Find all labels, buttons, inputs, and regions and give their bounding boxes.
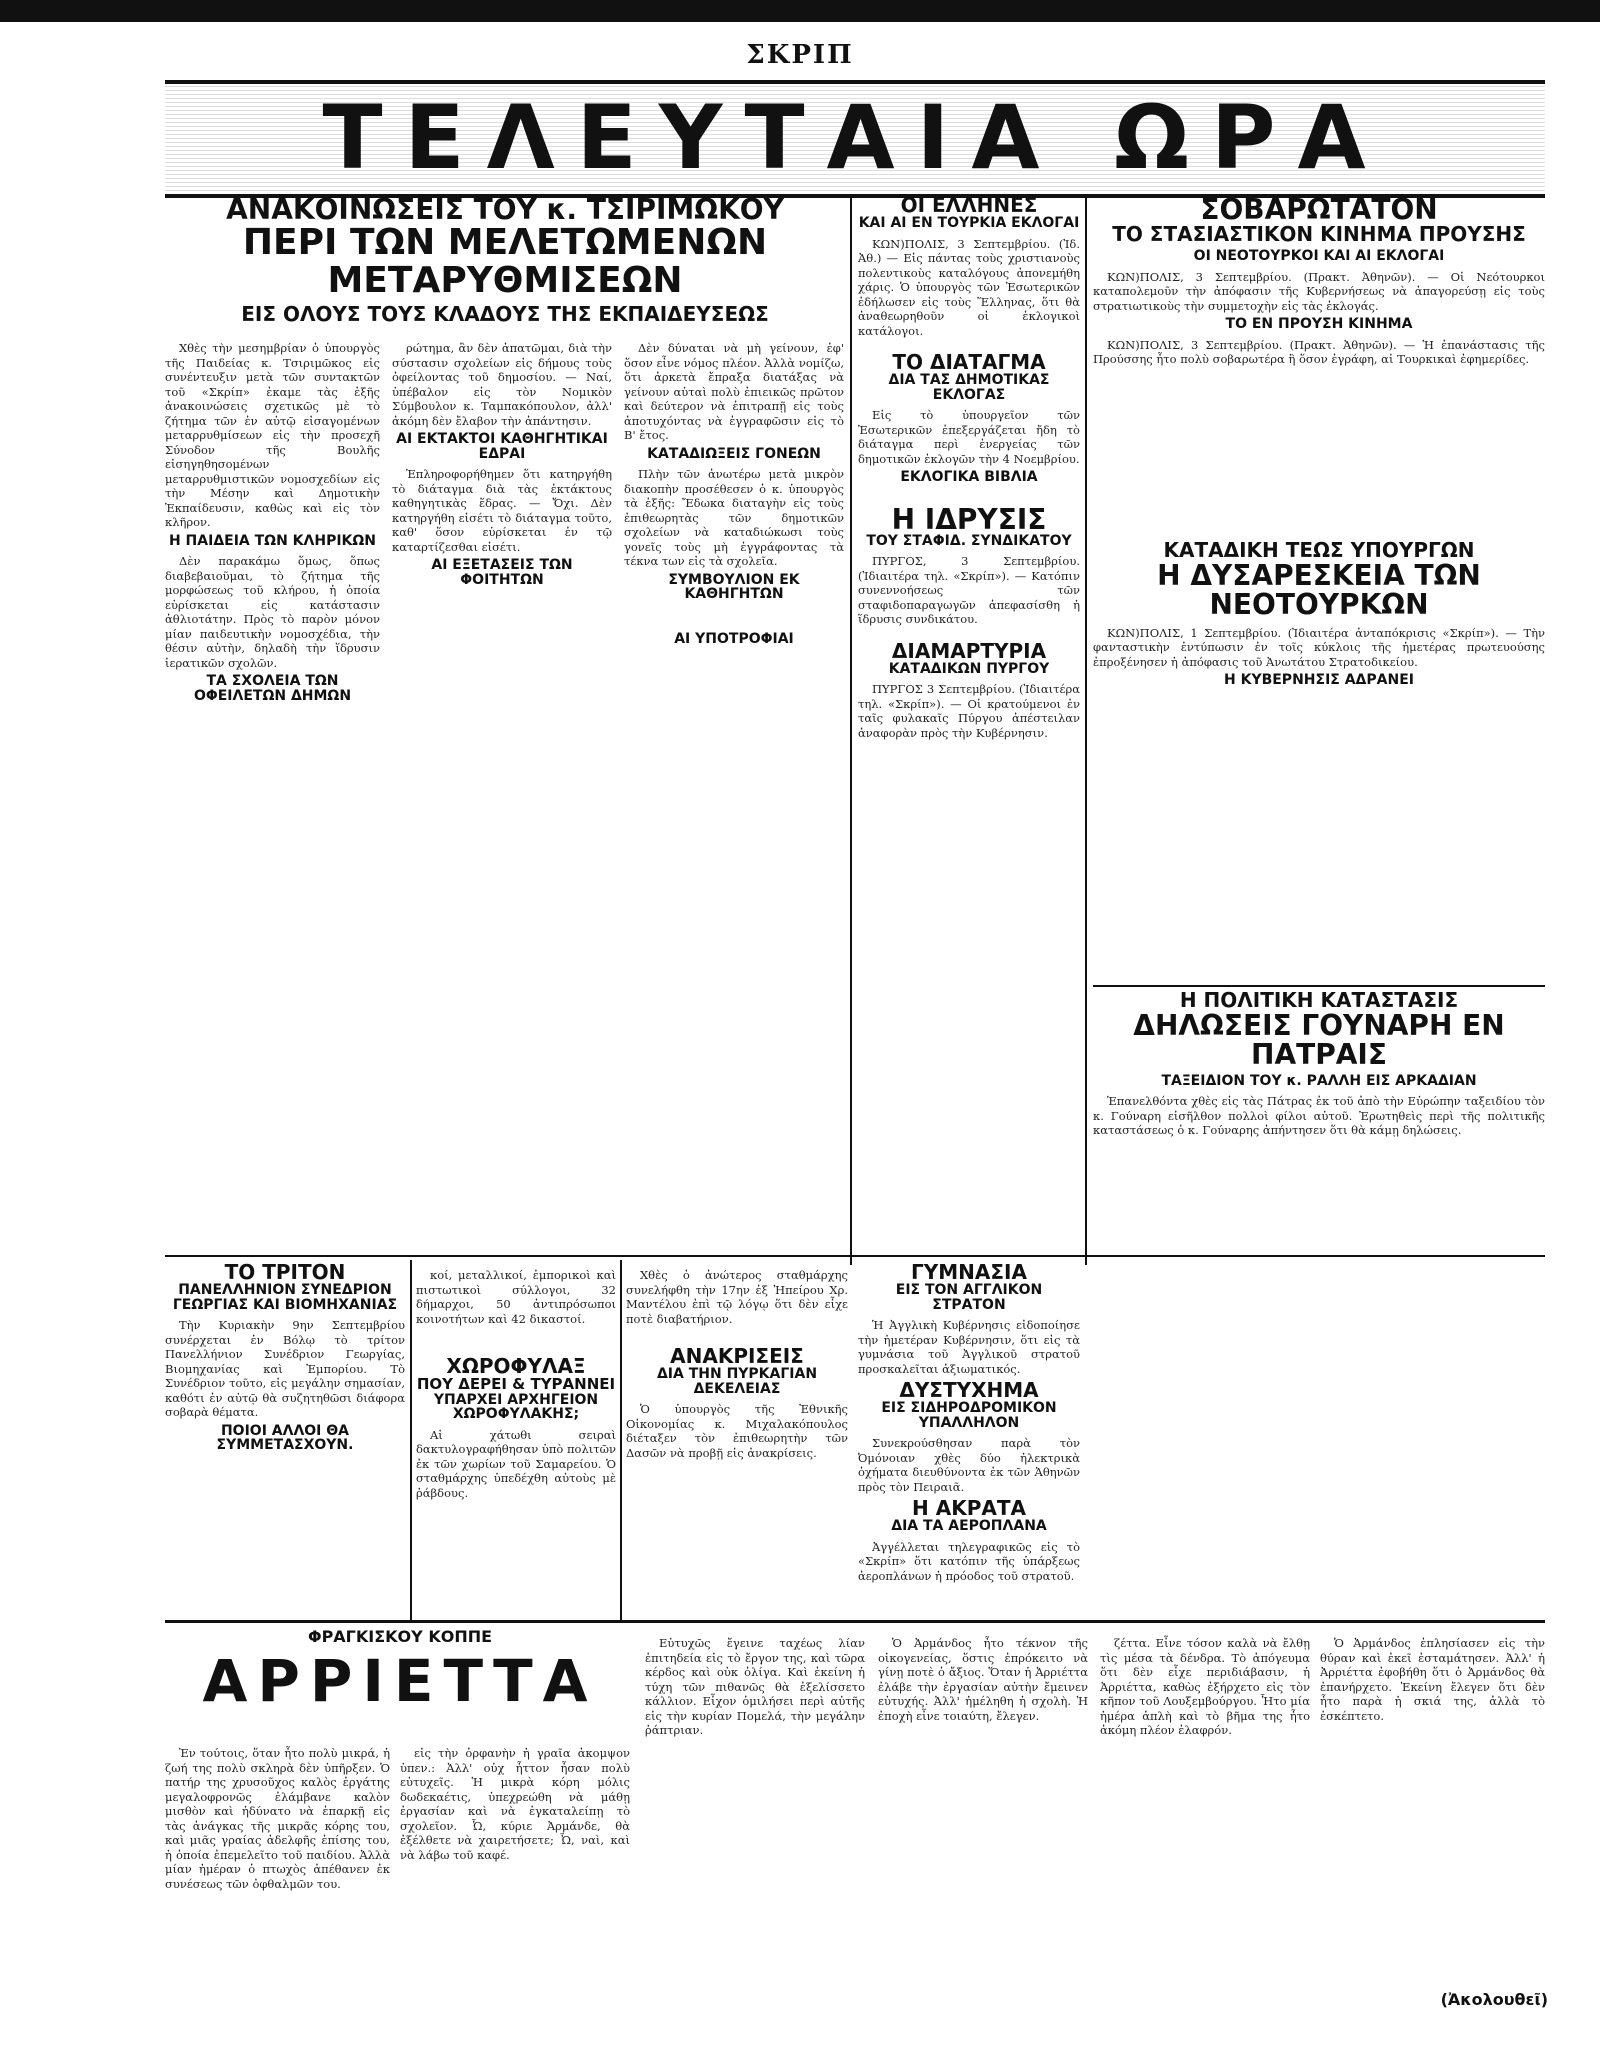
tsirimokos-col2-subhead-2: ΑΙ ΕΞΕΤΑΣΕΙΣ ΤΩΝ ΦΟΙΤΗΤΩΝ [431, 557, 573, 588]
politiki-deck: ΤΑΞΕΙΔΙΟΝ ΤΟΥ κ. ΡΑΛΛΗ ΕΙΣ ΑΡΚΑΔΙΑΝ [1161, 1072, 1477, 1089]
akrata-subtitle: ΔΙΑ ΤΑ ΑΕΡΟΠΛΑΝΑ [891, 1518, 1047, 1534]
synedrion-body-2: ΠΟΙΟΙ ΑΛΛΟΙ ΘΑ ΣΥΜΜΕΤΑΣΧΟΥΝ. [216, 1422, 354, 1453]
diamartyria-title: ΔΙΑΜΑΡΤΥΡΙΑ [891, 638, 1047, 663]
prousis-subhead: ΤΟ ΕΝ ΠΡΟΥΣΗ ΚΙΝΗΜΑ [1225, 316, 1413, 333]
arrietta-col2-text: εἰς τὴν ὀρφανὴν ἡ γραῖα ἀκομψον ὑπεν.: Ἀλλ' οὐχ ἧττον ἦσαν πολὺ εὐτυχεῖς. Ἡ μικρὰ κόρη μόλις δωδεκαέτις, ὑπεχρεώθη νὰ μάθῃ ἐργασίαν καὶ νὰ ἐγκαταλείπῃ τὸ σχολεῖον. Ὦ, κύριε Ἀρμάνδε, θὰ ἐξέλθετε νὰ χαιρετήσετε; Ὦ, ναὶ, καὶ νὰ λάβω τοῦ καφέ. [400, 1746, 630, 1862]
column-rule [1085, 195, 1087, 1265]
ellines-subtitle: ΚΑΙ ΑΙ ΕΝ ΤΟΥΡΚΙΑ ΕΚΛΟΓΑΙ [858, 215, 1080, 231]
idrysis-title: Η ΙΔΡΥΣΙΣ [891, 502, 1047, 536]
arrietta-col3-text: Εὐτυχῶς ἔγεινε ταχέως λίαν ἐπιτηδεία εἰς τὸ ἔργον της, καὶ τῶρα κέρδος καὶ οὐκ ὀλίγα. Καὶ ἐκείνη ἡ τύχη τῶν πιθανῶς θὰ ἐξελίσσετο κάλλιον. Εἶχον ὁμιλήσει περὶ αὐτῆς εἰς τὴν κυρίαν Πομελά, τὴν μεγάλην ῥάπτριαν. [645, 1636, 865, 1737]
tsirimokos-col3-text-b: Πλὴν τῶν ἀνωτέρω μετὰ μικρὸν διακοπὴν προσέθεσεν ὁ κ. ὑπουργὸς τὰ ἑξῆς: Ἔδωκα διαταγὴν εἰς τοὺς ἐπιθεωρητὰς τῶν δημοτικῶν σχολείων νὰ καταδιώκωσι τοὺς γονεῖς τοὺς μὴ ἐγγράφοντας τὰ τέκνα των εἰς τὰ σχολεῖα. [624, 467, 844, 568]
diamartyria-body: ΠΥΡΓΟΣ 3 Σεπτεμβρίου. (Ἰδιαιτέρα τηλ. «Σκρίπ»). — Οἱ κρατούμενοι ἐν ταῖς φυλακαῖς Πύργου ἀπέστειλαν ἀναφορὰν πρὸς τὴν Κυβέρνησιν. [858, 682, 1080, 740]
prousis-title: ΣΟΒΑΡΩΤΑΤΟΝ [1200, 195, 1438, 226]
arrietta-column-3 [645, 1630, 865, 2040]
tsirimokos-col1-subhead-2: ΤΑ ΣΧΟΛΕΙΑ ΤΩΝ ΟΦΕΙΛΕΤΩΝ ΔΗΜΩΝ [193, 673, 352, 704]
anakriseis-article [626, 1262, 848, 1617]
tsirimokos-headline-block [165, 195, 845, 325]
gymnasia-column [858, 1262, 1080, 1617]
horizontal-rule [1093, 985, 1545, 987]
tsirimokos-subtitle: ΠΕΡΙ ΤΩΝ ΜΕΛΕΤΩΜΕΝΩΝ ΜΕΤΑΡΥΘΜΙΣΕΩΝ [242, 222, 768, 302]
politiki-subtitle: ΔΗΛΩΣΕΙΣ ΓΟΥΝΑΡΗ ΕΝ ΠΑΤΡΑΙΣ [1133, 1009, 1505, 1072]
gymnasia-title: ΓΥΜΝΑΣΙΑ [911, 1262, 1027, 1284]
akrata-body: Ἀγγέλλεται τηλεγραφικῶς εἰς τὸ «Σκρίπ» ὅτι κατόπιν τῆς ὑπάρξεως ἀεροπλάνων ἡ πρόοδος τοῦ στρατοῦ. [858, 1539, 1080, 1583]
newspaper-masthead: ΣΚΡΙΠ [746, 40, 854, 70]
feuilleton-rule [165, 1620, 1545, 1623]
tsirimokos-column-1 [165, 335, 380, 1250]
synedrion-title: ΤΟ ΤΡΙΤΟΝ [224, 1262, 346, 1284]
xorofylax-article [416, 1262, 616, 1617]
gymnasia-subtitle: ΕΙΣ ΤΟΝ ΑΓΓΛΙΚΟΝ ΣΤΡΑΤΟΝ [895, 1282, 1043, 1313]
horizontal-rule [165, 1255, 1545, 1257]
katadiki-article [1093, 540, 1545, 980]
arrietta-title: ΑΡΡΙΕΤΤΑ [202, 1646, 598, 1715]
synedrion-subtitle: ΠΑΝΕΛΛΗΝΙΟΝ ΣΥΝΕΔΡΙΟΝ [178, 1282, 392, 1298]
xorofylax-body: Αἱ χάτωθι σειραὶ δακτυλογραφήθησαν ὑπὸ πολιτῶν ἐκ τῶν χωρίων τοῦ Σαμαρείου. Ὁ σταθμάρχης ὑπεδέχθη αὐτοὺς μὲ ῥάβδους. [416, 1427, 616, 1500]
diatagma-title: ΤΟ ΔΙΑΤΑΓΜΑ [892, 350, 1046, 374]
tsirimokos-title: ΑΝΑΚΟΙΝΩΣΕΙΣ ΤΟΥ κ. ΤΣΙΡΙΜΩΚΟΥ [226, 195, 784, 226]
diatagma-subtitle: ΔΙΑ ΤΑΣ ΔΗΜΟΤΙΚΑΣ ΕΚΛΟΓΑΣ [888, 372, 1050, 403]
prousis-deck: ΟΙ ΝΕΟΤΟΥΡΚΟΙ ΚΑΙ ΑΙ ΕΚΛΟΓΑΙ [1193, 248, 1445, 265]
top-edge-band [0, 0, 1600, 22]
arrietta-author: ΦΡΑΓΚΙΣΚΟΥ ΚΟΠΠΕ [307, 1630, 493, 1646]
tsirimokos-col1-text-b: Δὲν παρακάμω ὅμως, ὅπως διαβεβαιοῦμαι, τὸ ζήτημα τῆς μορφώσεως τοῦ κλήρου, ἡ ὁποία εὑρίσκεται εἰς κατάστασιν ἀθλιοτάτην. Πρὸς τὸ παρὸν μόνον μίαν παιδευτικὴν νομοσχέδια, τὴν θέσιν αὐτὴν, δηλαδὴ τὴν ἵδρυσιν ἱερατικῶν σχολῶν. [165, 554, 380, 670]
anakriseis-body: Ὁ ὑπουργὸς τῆς Ἐθνικῆς Οἰκονομίας κ. Μιχαλακόπουλος διέταξεν τὸν ἐπιθεωρητὴν τῶν Δασῶν νὰ προβῇ εἰς ἀνακρίσεις. [626, 1402, 848, 1460]
tsirimokos-col2-text-b: Ἐπληροφορήθημεν ὅτι κατηργήθη τὸ διάταγμα διὰ τὰς ἐκτάκτους καθηγητικὰς ἕδρας. — Ὄχι. Δὲν κατηργήθη εἰσέτι τὸ διάταγμα τοῦτο, καθ' ὅσον εὑρίσκεται ἐν τῷ καταρτίζεσθαι εἰσέτι. [392, 467, 612, 554]
arrietta-column-6 [1320, 1630, 1545, 1980]
idrysis-subtitle: ΤΟΥ ΣΤΑΦΙΔ. ΣΥΝΔΙΚΑΤΟΥ [866, 532, 1072, 549]
synedrion-body: Τὴν Κυριακὴν 9ην Σεπτεμβρίου συνέρχεται ἐν Βόλῳ τὸ τρίτον Πανελλήνιον Συνέδριον Γεωργίας, Βιομηχανίας καὶ Ἐμπορίου. Τὸ Συνέδριον τοῦτο, εἰς μεγάλην σημασίαν, καθότι ἐν αὐτῷ θὰ συζητηθῶσι διάφορα σοβαρὰ θέματα. [165, 1318, 405, 1419]
politiki-article [1093, 990, 1545, 1250]
column-rule [620, 1260, 622, 1620]
ipeiros-text: Χθὲς ὁ ἀνώτερος σταθμάρχης συνελήφθη τὴν 17ην ἐξ Ἠπείρου Χρ. Μαντέλου ἐπὶ τῷ λόγῳ ὅτι δὲν εἶχε ποτὲ διαβατήριον. [626, 1268, 848, 1326]
diatagma-body: Εἰς τὸ ὑπουργεῖον τῶν Ἐσωτερικῶν ἐπεξεργάζεται ἤδη τὸ διάταγμα περὶ ἐνεργείας τῶν δημοτικῶν ἐκλογῶν τὴν 4 Νοεμβρίου. [858, 408, 1080, 466]
tsirimokos-col2-text: ρώτημα, ἂν δὲν ἀπατῶμαι, διὰ τὴν σύστασιν σχολείων εἰς δήμους τοὺς ὀφείλοντας τοῦ δημοσίου. — Ναί, ὑπέβαλον εἰς τὸν Νομικὸν Σύμβουλον κ. Ταμπακόπουλον, ἀλλ' ἀκόμη δὲν ἔλαβον τὴν ἀπάντησιν. [392, 341, 612, 428]
tsirimokos-col3-subhead-2: ΣΥΜΒΟΥΛΙΟΝ ΕΚ ΚΑΘΗΓΗΤΩΝ [668, 571, 800, 602]
diatagma-subhead: ΕΚΛΟΓΙΚΑ ΒΙΒΛΙΑ [900, 469, 1038, 485]
anakriseis-subtitle: ΔΙΑ ΤΗΝ ΠΥΡΚΑΓΙΑΝ ΔΕΚΕΛΕΙΑΣ [656, 1366, 818, 1397]
prousis-body-2: ΚΩΝ)ΠΟΛΙΣ, 3 Σεπτεμβρίου. (Πρακτ. Ἀθηνῶν). — Ἡ ἐπανάστασις τῆς Προύσσης ἦτο πολὺ σοβαρωτέρα ἢ ὅσον ἐγράφη, αἱ Τουρκικαὶ ἐφημερίδες. [1093, 337, 1545, 367]
middle-column [858, 195, 1080, 1255]
katadiki-subtitle: Η ΔΥΣΑΡΕΣΚΕΙΑ ΤΩΝ ΝΕΟΤΟΥΡΚΩΝ [1157, 559, 1481, 622]
banner-box [165, 80, 1545, 198]
arrietta-col1-text: Ἐν τούτοις, ὅταν ἦτο πολὺ μικρά, ἡ ζωή της πολὺ σκληρὰ δὲν ὑπῆρξεν. Ὁ πατήρ της χρυσοῦχος καλὸς ἐργάτης μεγαλοφρονῶς ἐλάμβανε καλὸν μισθὸν καὶ ἠδύνατο νὰ ἐπαρκῇ εἰς τὰς ἀνάγκας τῆς μικρᾶς κόρης του, καὶ μιᾶς γραίας ἀδελφῆς ἐπίσης του, ἡ ὁποία ἐπεμελεῖτο τοῦ παιδίου. Ἀλλὰ μίαν ἡμέραν ὁ πτωχὸς ἀπέθανεν ἐκ συνέσεως τῶν ὀφθαλμῶν του. [165, 1746, 390, 1891]
ellines-title: ΟΙ ΕΛΛΗΝΕΣ [900, 195, 1038, 217]
arrietta-continued: (Ἀκολουθεῖ) [1440, 1990, 1548, 2009]
arrietta-column-2 [400, 1740, 630, 2040]
katadiki-title: ΚΑΤΑΔΙΚΗ ΤΕΩΣ ΥΠΟΥΡΓΩΝ [1163, 540, 1475, 562]
arrietta-column-4 [878, 1630, 1088, 2040]
arrietta-col6-text: Ὁ Ἀρμάνδος ἐπλησίασεν εἰς τὴν θύραν καὶ ἐκεῖ ἐσταμάτησεν. Ἀλλ' ἡ Ἀρριέττα ἐφοβήθη ὅτι ὁ Ἀρμάνδος θὰ ἐπανήρχετο. Ἐκείνη ἔλεγεν ὅτι δὲν ἦτο παρὰ ἡ σκιά της, ἀλλὰ τὸ ἐσκέπτετο. [1320, 1636, 1545, 1723]
arrietta-col5-text: ζέττα. Εἶνε τόσον καλὰ νὰ ἔλθῃ τὶς μέσα τὰ δένδρα. Τὸ ἀπόγευμα ὅτι δὲν εἶχε περιδιάβασιν, ἡ Ἀρριέττα, καθὼς ἐξήρχετο εἰς τὸν κῆπον τοῦ Λουξεμβούργου. Ἦτο μία ἡμέρα ἁπλὴ καὶ τὸ βῆμα της ἦτο ἀκόμη πλέον ἐλαφρόν. [1100, 1636, 1310, 1737]
xorofylax-subtitle: ΠΟΥ ΔΕΡΕΙ & ΤΥΡΑΝΝΕΙ [416, 1375, 616, 1393]
prousis-body-1: ΚΩΝ)ΠΟΛΙΣ, 3 Σεπτεμβρίου. (Πρακτ. Ἀθηνῶν). — Οἱ Νεότουρκοι καταπολεμοῦν τὴν ἀπόφασιν τῆς Κυβερνήσεως νὰ ἀπαγορεύσῃ εἰς τοὺς στρατιωτικοὺς τὴν συμμετοχὴν εἰς τὰς ἐκλογάς. [1093, 269, 1545, 313]
ellines-body: ΚΩΝ)ΠΟΛΙΣ, 3 Σεπτεμβρίου. (Ἰδ. Ἀθ.) — Εἰς πάντας τοὺς χριστιανοὺς πολεντικοὺς καταλόγους ἀπονεμήθη χάρις. Ὁ ὑπουργὸς τῶν Ἐσωτερικῶν ἐδήλωσεν εἰς τοὺς Ἕλληνας, ὅτι θὰ ἀναθεωρηθοῦν οἱ ἐκλογικοὶ κατάλογοι. [858, 236, 1080, 338]
politiki-title: Η ΠΟΛΙΤΙΚΗ ΚΑΤΑΣΤΑΣΙΣ [1179, 990, 1459, 1012]
column-rule [850, 195, 852, 1265]
tsirimokos-col3-subhead: ΚΑΤΑΔΙΩΞΕΙΣ ΓΟΝΕΩΝ [647, 445, 821, 462]
diamartyria-subtitle: ΚΑΤΑΔΙΚΩΝ ΠΥΡΓΟΥ [888, 660, 1050, 677]
idrysis-body: ΠΥΡΓΟΣ, 3 Σεπτεμβρίου. (Ἰδιαιτέρα τηλ. «Σκρίπ»). — Κατόπιν συνεννοήσεως τῶν σταφιδοπαραγωγῶν ἀπεφασίσθη ἡ ἵδρυσις συνδικάτου. [858, 554, 1080, 627]
misc-text: κοί, μεταλλικοί, ἐμπορικοὶ καὶ πιστωτικοὶ σύλλογοι, 32 δήμαρχοι, 50 ἀντιπρόσωποι κοινοτήτων καὶ 42 δικαστοί. [416, 1268, 616, 1326]
prousis-subtitle: ΤΟ ΣΤΑΣΙΑΣΤΙΚΟΝ ΚΙΝΗΜΑ ΠΡΟΥΣΗΣ [1112, 222, 1526, 247]
tsirimokos-col1-subhead: Η ΠΑΙΔΕΙΑ ΤΩΝ ΚΛΗΡΙΚΩΝ [168, 532, 377, 549]
banner-title: ΤΕΛΕΥΤΑΙΑ ΩΡΑ [322, 86, 1388, 189]
tsirimokos-col3-subhead-3: ΑΙ ΥΠΟΤΡΟΦΙΑΙ [674, 630, 794, 647]
prousis-article [1093, 195, 1545, 535]
column-rule [410, 1260, 412, 1620]
anakriseis-title: ΑΝΑΚΡΙΣΕΙΣ [670, 1344, 804, 1368]
arrietta-col4-text: Ὁ Ἀρμάνδος ἦτο τέκνον τῆς οἰκογενείας, ὅστις ἐπρόκειτο νὰ γίνῃ ποτὲ ὁ ἄξιος. Ὅταν ἡ Ἀρριέττα ἐλάβε τὴν ἐργασίαν αὐτὴν ἔμεινεν εὐτυχής. Ἀλλ' ἠμέληθη ἡ σχολὴ. Ἡ ἐποχὴ εἶνε τοιαύτη, ἔλεγεν. [878, 1636, 1088, 1723]
tsirimokos-col2-subhead: ΑΙ ΕΚΤΑΚΤΟΙ ΚΑΘΗΓΗΤΙΚΑΙ ΕΔΡΑΙ [396, 431, 608, 462]
synedrion-article [165, 1262, 405, 1617]
tsirimokos-deck: ΕΙΣ ΟΛΟΥΣ ΤΟΥΣ ΚΛΑΔΟΥΣ ΤΗΣ ΕΚΠΑΙΔΕΥΣΕΩΣ [241, 301, 769, 325]
tsirimokos-col1-text: Χθὲς τὴν μεσημβρίαν ὁ ὑπουργὸς τῆς Παιδείας κ. Τσιριμῶκος εἰς συνέντευξιν μετὰ τῶν συντακτῶν τοῦ «Σκρίπ» ἐκαμε τὰς ἑξῆς ἀνακοινώσεις σχετικῶς μὲ τὸ ζήτημα τῶν ἐν αὐτῷ εἰσαγομένων μεταρρυθμίσεων εἰς τὴν προσεχῆ Σύνοδον τῆς Βουλῆς εἰσηγηθησομένων μεταρρυθμιστικῶν νομοσχεδίων εἰς τὴν Μέσην καὶ Δημοτικὴν Ἐκπαίδευσιν, καθὼς καὶ εἰς τὸν κλῆρον. [165, 341, 380, 529]
politiki-body: Ἐπανελθόντα χθὲς εἰς τὰς Πάτρας ἐκ τοῦ ἀπὸ τὴν Εὐρώπην ταξειδίου τὸν κ. Γούναρη εἰσῆλθον πολλοὶ φίλοι αὐτοῦ. Ἐρωτηθεὶς περὶ τῆς πολιτικῆς καταστάσεως ὁ κ. Γούναρης ἀπήντησεν ὅτι θὰ κάμῃ δηλώσεις. [1093, 1094, 1545, 1138]
arrietta-column-1 [165, 1740, 390, 2040]
xorofylax-deck: ΥΠΑΡΧΕΙ ΑΡΧΗΓΕΙΟΝ ΧΩΡΟΦΥΛΑΚΗΣ; [433, 1391, 599, 1423]
katadiki-subhead: Η ΚΥΒΕΡΝΗΣΙΣ ΑΔΡΑΝΕΙ [1224, 672, 1414, 689]
katadiki-body: ΚΩΝ)ΠΟΛΙΣ, 1 Σεπτεμβρίου. (Ἰδιαιτέρα ἀνταπόκρισις «Σκρίπ»). — Τὴν φανταστικὴν ἐντύπωσιν ἐν τοῖς κύκλοις τῆς ἡμετέρας πρωτευούσης ἐπροξένησεν ἡ ἀπόφασις τοῦ Ἀνωτάτου Στρατοδικείου. [1093, 625, 1545, 669]
xorofylax-title: ΧΩΡΟΦΥΛΑΞ [446, 1354, 586, 1378]
tsirimokos-col3-text: Δὲν δύναται νὰ μὴ γείνουν, ἐφ' ὅσον εἶνε νόμος πλέον. Ἀλλὰ νομίζω, ὅτι ἀρκετὰ ἔπραξα διατάξας νὰ γείνουν αὐταὶ πολὺ ἐπιεικῶς πρῶτον καὶ δεύτερον νὰ ἐπιτραπῇ εἰς τοὺς ἀποτυχόντας νὰ ἐγγραφῶσιν εἰς τὸ Β' ἔτος. [624, 341, 844, 442]
arrietta-header [165, 1630, 635, 1730]
tsirimokos-column-2 [392, 335, 612, 1250]
dystyxima-body: Συνεκρούσθησαν παρὰ τὸν Ὀμόνοιαν χθὲς δύο ἠλεκτρικὰ ὀχήματα διευθύνοντα ἐκ τῶν Ἀθηνῶν πρὸς τὸν Πειραιᾶ. [858, 1436, 1080, 1494]
arrietta-column-5 [1100, 1630, 1310, 2040]
akrata-title: Η ΑΚΡΑΤΑ [912, 1496, 1026, 1520]
gymnasia-body: Ἡ Ἀγγλικὴ Κυβέρνησις εἰδοποίησε τὴν ἡμετέραν Κυβέρνησιν, ὅτι εἰς τὰ γυμνάσια τοῦ Ἀγγλικοῦ στρατοῦ προσκαλεῖται ἀξιωματικός. [858, 1318, 1080, 1376]
dystyxima-subtitle: ΕΙΣ ΣΙΔΗΡΟΔΡΟΜΙΚΟΝ ΥΠΑΛΛΗΛΟΝ [881, 1400, 1057, 1431]
tsirimokos-column-3 [624, 335, 844, 1250]
synedrion-deck: ΓΕΩΡΓΙΑΣ ΚΑΙ ΒΙΟΜΗΧΑΝΙΑΣ [172, 1296, 398, 1313]
dystyxima-title: ΔΥΣΤΥΧΗΜΑ [899, 1378, 1039, 1402]
